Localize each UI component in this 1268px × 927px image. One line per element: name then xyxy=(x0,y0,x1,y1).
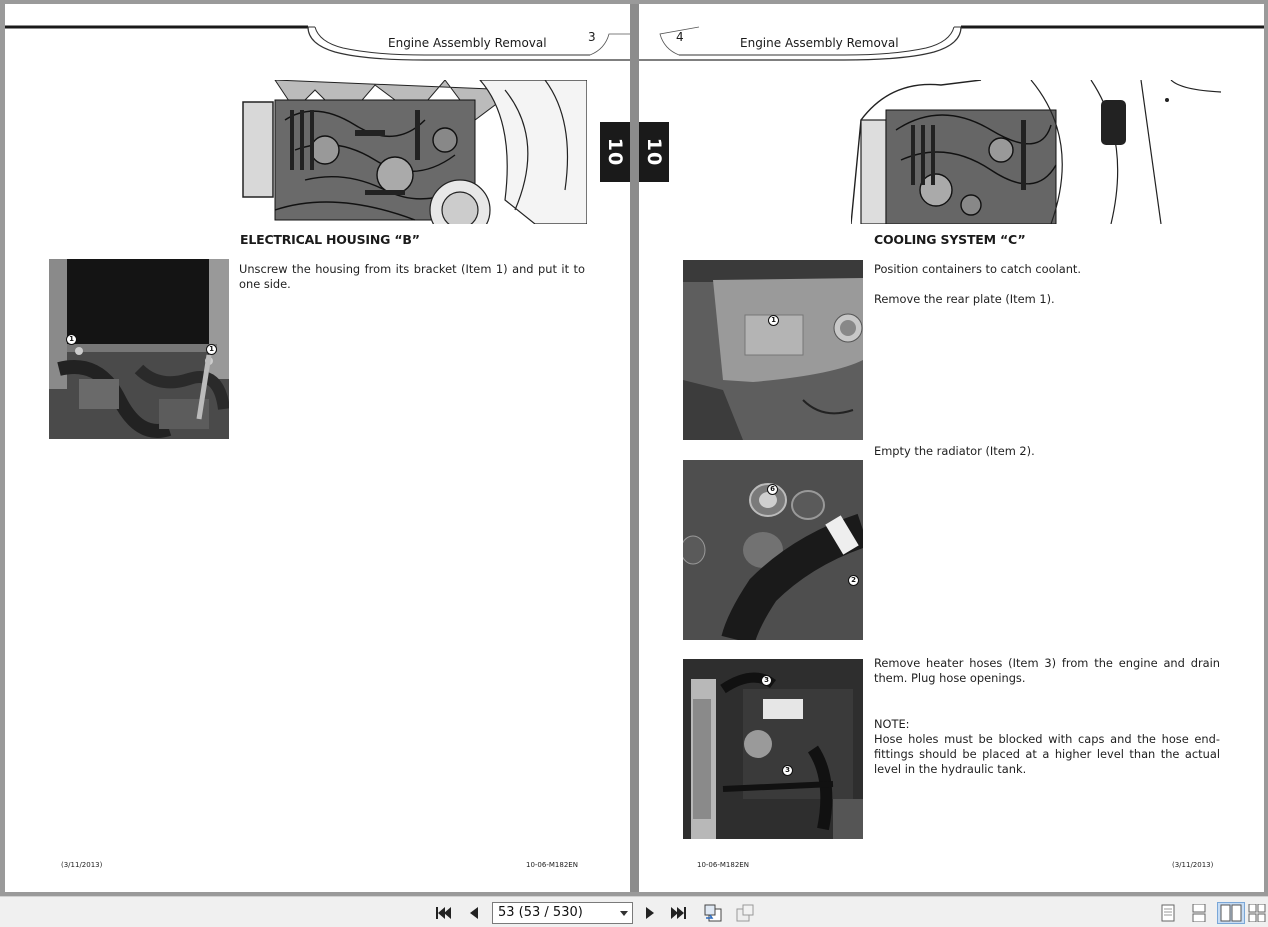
step-text: Empty the radiator (Item 2). xyxy=(874,444,1035,458)
header-banner-right xyxy=(639,4,1264,74)
page-number: 4 xyxy=(676,30,684,44)
chevron-down-icon xyxy=(620,911,628,916)
section-tab: 10 xyxy=(639,122,669,182)
callout-marker: 1 xyxy=(768,315,779,326)
last-page-icon[interactable] xyxy=(668,903,690,923)
continuous-facing-view-icon[interactable] xyxy=(1247,902,1267,924)
page-gutter xyxy=(630,4,639,892)
footer-code: 10-06-M182EN xyxy=(697,861,749,869)
footer-code: 10-06-M182EN xyxy=(526,861,578,869)
page-number-select[interactable] xyxy=(492,902,633,924)
pdf-page-left xyxy=(5,4,630,892)
step-text: Remove heater hoses (Item 3) from the engine and drain them. Plug hose openings. xyxy=(874,656,1220,685)
electrical-housing-photo xyxy=(49,259,229,439)
page-number: 3 xyxy=(588,30,596,44)
note-text: Hose holes must be blocked with caps and the hose end-fittings should be placed at a higher level than the actual level in the hydraulic tank. xyxy=(874,732,1220,776)
page-indicator: 53 (53 / 530) xyxy=(498,905,583,920)
next-view-icon[interactable] xyxy=(734,903,756,923)
previous-page-icon[interactable] xyxy=(463,903,485,923)
callout-marker: 1 xyxy=(206,344,217,355)
pdf-page-right xyxy=(639,4,1264,892)
section-heading: ELECTRICAL HOUSING “B” xyxy=(240,232,420,247)
footer-date: (3/11/2013) xyxy=(61,861,103,869)
continuous-view-icon[interactable] xyxy=(1185,902,1213,924)
step-text: Unscrew the housing from its bracket (Item 1) and put it to one side. xyxy=(239,262,585,291)
section-heading: COOLING SYSTEM “C” xyxy=(874,232,1026,247)
callout-marker: 1 xyxy=(66,334,77,345)
section-tab: 10 xyxy=(600,122,630,182)
header-title: Engine Assembly Removal xyxy=(388,36,547,50)
heater-hoses-photo xyxy=(683,659,863,839)
engine-illustration xyxy=(215,80,587,224)
previous-view-icon[interactable] xyxy=(702,903,724,923)
engine-illustration xyxy=(851,80,1221,224)
single-page-view-icon[interactable] xyxy=(1154,902,1182,924)
callout-marker: 3 xyxy=(782,765,793,776)
note-label: NOTE: xyxy=(874,717,910,731)
radiator-photo xyxy=(683,460,863,640)
callout-marker: 6 xyxy=(767,484,778,495)
callout-marker: 2 xyxy=(848,575,859,586)
next-page-icon[interactable] xyxy=(639,903,661,923)
step-text: Remove the rear plate (Item 1). xyxy=(874,292,1055,306)
step-text: Position containers to catch coolant. xyxy=(874,262,1082,276)
rear-plate-photo xyxy=(683,260,863,440)
viewer-toolbar xyxy=(0,896,1268,927)
facing-pages-view-icon[interactable] xyxy=(1217,902,1245,924)
first-page-icon[interactable] xyxy=(432,903,454,923)
header-title: Engine Assembly Removal xyxy=(740,36,899,50)
footer-date: (3/11/2013) xyxy=(1172,861,1214,869)
callout-marker: 3 xyxy=(761,675,772,686)
